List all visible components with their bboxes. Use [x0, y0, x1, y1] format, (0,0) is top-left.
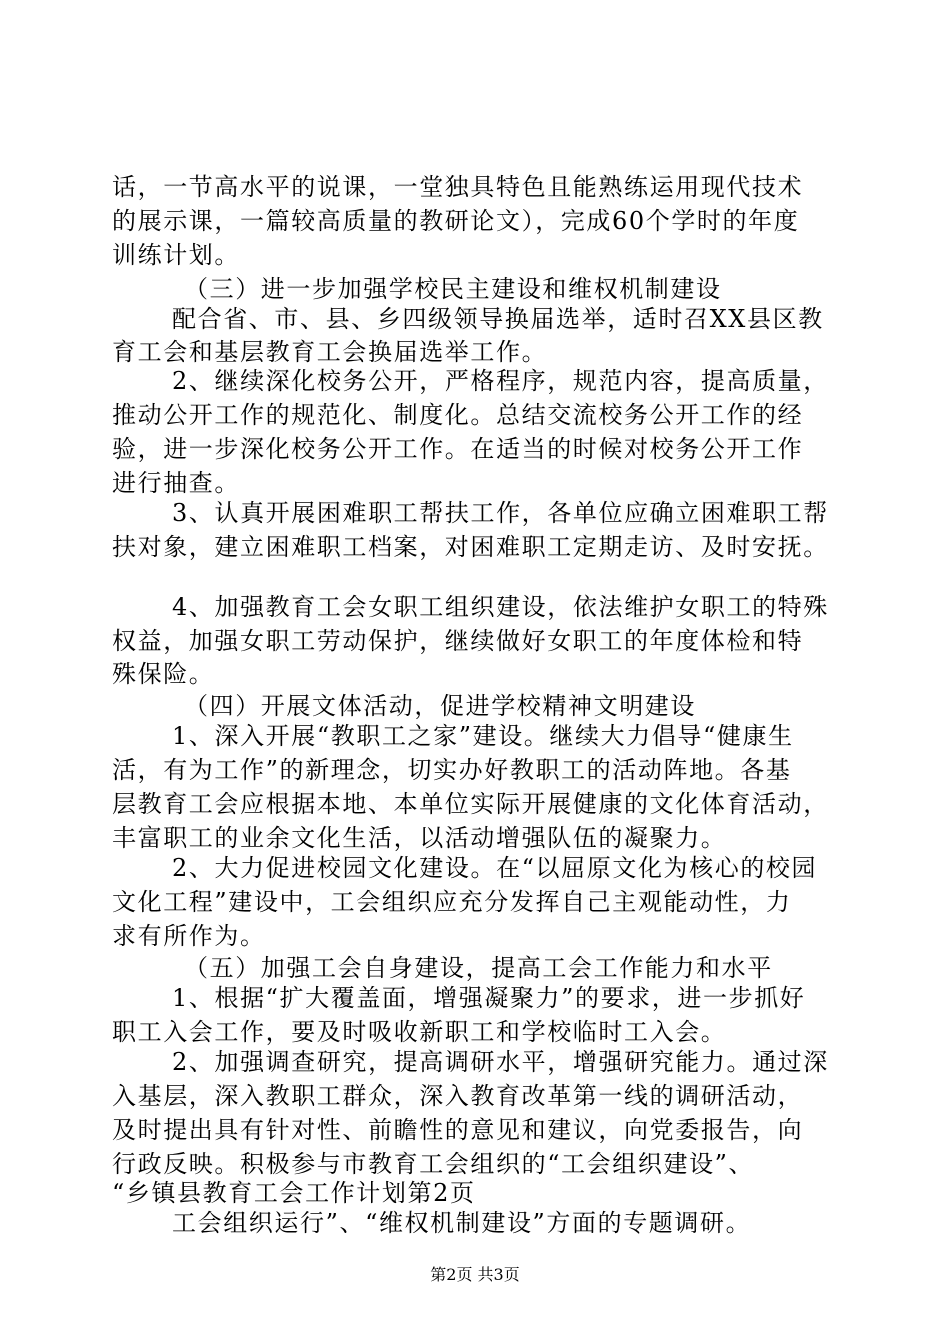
- text-line: 及时提出具有针对性、前瞻性的意见和建议，向党委报告，向: [112, 1116, 804, 1144]
- text-line: 1、深入开展“教职工之家”建设。继续大力倡导“健康生: [172, 722, 794, 750]
- text-line: 工会组织运行”、“维权机制建设”方面的专题调研。: [172, 1209, 752, 1237]
- text-line: “乡镇县教育工会工作计划第2页: [112, 1179, 476, 1207]
- text-line: 4、加强教育工会女职工组织建设，依法维护女职工的特殊: [172, 593, 829, 621]
- text-line: 配合省、市、县、乡四级领导换届选举，适时召XX县区教: [172, 305, 824, 333]
- text-line: 扶对象，建立困难职工档案，对困难职工定期走访、及时安抚。: [112, 533, 829, 561]
- text-line: 验，进一步深化校务公开工作。在适当的时候对校务公开工作: [112, 435, 804, 463]
- text-line: 训练计划。: [112, 241, 240, 269]
- text-line: 话，一节高水平的说课，一堂独具特色且能熟练运用现代技术: [112, 173, 804, 201]
- text-line: 权益，加强女职工劳动保护，继续做好女职工的年度体检和特: [112, 627, 804, 655]
- text-line: 育工会和基层教育工会换届选举工作。: [112, 338, 548, 366]
- text-line: 求有所作为。: [112, 922, 266, 950]
- text-line: 殊保险。: [112, 660, 215, 688]
- text-line: 文化工程”建设中，工会组织应充分发挥自己主观能动性，力: [112, 888, 792, 916]
- text-line: 进行抽查。: [112, 469, 240, 497]
- text-line: 推动公开工作的规范化、制度化。总结交流校务公开工作的经: [112, 401, 804, 429]
- section-heading: （四）开展文体活动，促进学校精神文明建设: [184, 692, 696, 720]
- text-line: 1、根据“扩大覆盖面，增强凝聚力”的要求，进一步抓好: [172, 984, 806, 1012]
- section-heading: （三）进一步加强学校民主建设和维权机制建设: [184, 275, 722, 303]
- text-line: 3、认真开展困难职工帮扶工作，各单位应确立困难职工帮: [172, 499, 829, 527]
- text-line: 的展示课，一篇较高质量的教研论文），完成60个学时的年度: [112, 207, 800, 235]
- text-line: 入基层，深入教职工群众，深入教育改革第一线的调研活动，: [112, 1082, 804, 1110]
- text-line: 2、加强调查研究，提高调研水平，增强研究能力。通过深: [172, 1048, 829, 1076]
- page-number: 第2页 共3页: [430, 1265, 520, 1284]
- text-line: 层教育工会应根据本地、本单位实际开展健康的文化体育活动，: [112, 790, 829, 818]
- text-line: 职工入会工作，要及时吸收新职工和学校临时工入会。: [112, 1018, 727, 1046]
- section-heading: （五）加强工会自身建设，提高工会工作能力和水平: [184, 954, 773, 982]
- text-line: 2、继续深化校务公开，严格程序，规范内容，提高质量，: [172, 367, 829, 395]
- text-line: 丰富职工的业余文化生活，以活动增强队伍的凝聚力。: [112, 824, 727, 852]
- text-line: 活，有为工作”的新理念，切实办好教职工的活动阵地。各基: [112, 756, 792, 784]
- text-line: 2、大力促进校园文化建设。在“以屈原文化为核心的校园: [172, 854, 818, 882]
- text-line: 行政反映。积极参与市教育工会组织的“工会组织建设”、: [112, 1150, 755, 1178]
